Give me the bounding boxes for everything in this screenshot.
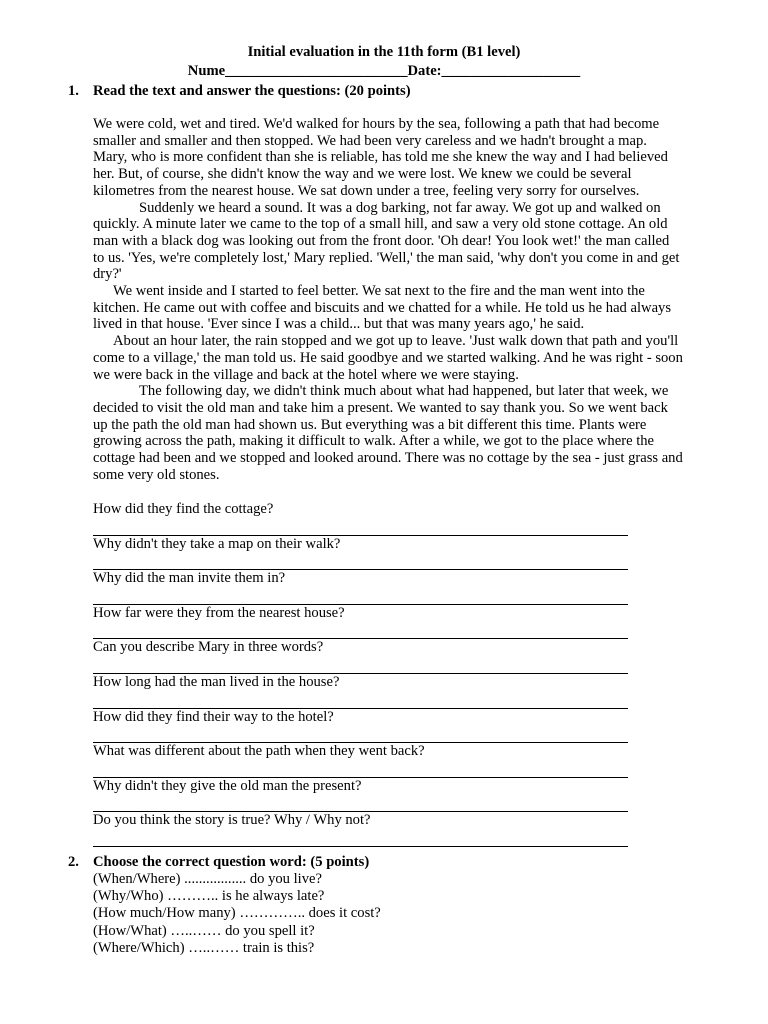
passage-line: We went inside and I started to feel better. We sat next to the fire and the man went into the <box>113 283 645 300</box>
answer-line[interactable] <box>93 829 628 847</box>
answer-line[interactable] <box>93 553 628 571</box>
passage-line: lived in that house. 'Ever since I was a child... but that was many years ago,' he said. <box>93 316 585 333</box>
answer-line[interactable] <box>93 518 628 536</box>
passage-line: some very old stones. <box>93 466 220 483</box>
passage-line: kilometres from the nearest house. We sat down under a tree, feeling very sorry for ourselves. <box>93 182 640 199</box>
passage-line: her. But, of course, she didn't know the way and we were lost. We knew we could be several <box>93 166 632 183</box>
passage-line: smaller and smaller and then stopped. We had been very careless and we hadn't brought a map. <box>93 132 647 149</box>
passage-line: growing across the path, making it difficult to walk. After a while, we got to the place where the <box>93 433 655 450</box>
answer-line[interactable] <box>93 691 628 709</box>
section-2-title: Choose the correct question word: (5 points) <box>93 854 370 870</box>
passage-line: kitchen. He came out with coffee and biscuits and we chatted for a while. He told us he had always <box>93 299 672 316</box>
section-2-heading <box>68 854 369 871</box>
passage-line: man with a black dog was looking out from the front door. 'Oh dear! You look wet!' the man called <box>93 232 670 249</box>
passage-line: quickly. A minute later we came to the top of a small hill, and saw a very old stone cottage. An old <box>93 216 668 233</box>
question-list <box>93 501 633 847</box>
exercise-item[interactable]: (When/Where) ................. do you live? <box>93 871 322 887</box>
answer-line[interactable] <box>93 622 628 640</box>
question-text: How far were they from the nearest house? <box>93 604 345 621</box>
passage-line: Mary, who is more confident than she is reliable, has told me she knew the way and I had believed <box>93 149 668 166</box>
exercise-item[interactable]: (Where/Which) …..…… train is this? <box>93 939 315 956</box>
exercise-item[interactable]: (Why/Who) ……….. is he always late? <box>93 888 325 905</box>
passage-line: to us. 'Yes, we're completely lost,' Mary replied. 'Well,' the man said, 'why don't you come in and get <box>93 249 680 266</box>
question-text: How long had the man lived in the house? <box>93 673 340 690</box>
passage-line: About an hour later, the rain stopped and we got up to leave. 'Just walk down that path and you'll <box>113 333 679 350</box>
question-text: Can you describe Mary in three words? <box>93 639 324 656</box>
passage-line: dry?' <box>93 266 122 283</box>
section-1-number: 1. <box>68 83 79 99</box>
question-text: How did they find their way to the hotel? <box>93 708 334 725</box>
passage-line: up the path the old man had shown us. But everything was a bit different this time. Plants were <box>93 416 647 433</box>
passage-line: come to a village,' the man told us. He said goodbye and we started walking. And he was right - soon <box>93 349 683 366</box>
question-text: Why did the man invite them in? <box>93 570 286 587</box>
passage-line: decided to visit the old man and take him a present. We wanted to say thank you. So we went back <box>93 399 668 416</box>
passage-line: Suddenly we heard a sound. It was a dog barking, not far away. We got up and walked on <box>139 199 661 216</box>
question-text: Why didn't they take a map on their walk? <box>93 535 341 552</box>
question-word-exercise <box>93 871 381 957</box>
passage-line: cottage had been and we stopped and looked around. There was no cottage by the sea - just grass and <box>93 450 683 467</box>
question-text: Why didn't they give the old man the present? <box>93 777 362 794</box>
answer-line[interactable] <box>93 760 628 778</box>
answer-line[interactable] <box>93 656 628 674</box>
passage-line: The following day, we didn't think much about what had happened, but later that week, we <box>139 383 669 400</box>
passage-line: we were back in the village and back at the hotel where we were staying. <box>93 366 519 383</box>
exercise-item[interactable]: (How much/How many) ………….. does it cost? <box>93 905 381 922</box>
answer-line[interactable] <box>93 587 628 605</box>
answer-line[interactable] <box>93 795 628 813</box>
name-date-line: Nume_________________________Date:___________________ <box>187 63 581 79</box>
question-text: Do you think the story is true? Why / Why not? <box>93 812 371 829</box>
answer-line[interactable] <box>93 726 628 744</box>
reading-passage <box>93 116 723 483</box>
page-title: Initial evaluation in the 11th form (B1 level) <box>247 44 521 60</box>
passage-line: We were cold, wet and tired. We'd walked for hours by the sea, following a path that had become <box>93 116 660 132</box>
section-1-title: Read the text and answer the questions: (20 points) <box>93 83 411 99</box>
section-2-number: 2. <box>68 854 79 870</box>
section-1-heading <box>68 83 411 100</box>
question-text: What was different about the path when they went back? <box>93 743 425 760</box>
exercise-item[interactable]: (How/What) …..…… do you spell it? <box>93 922 315 939</box>
question-text: How did they find the cottage? <box>93 501 274 517</box>
